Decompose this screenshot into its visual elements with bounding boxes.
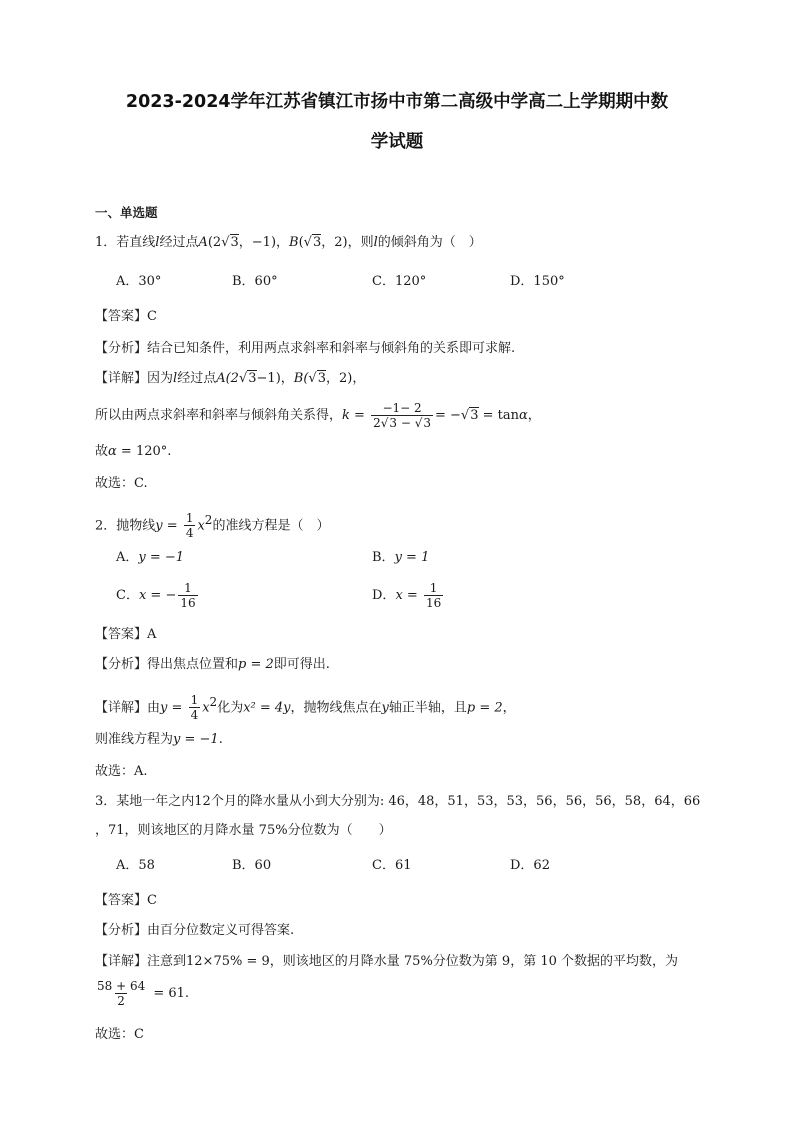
q2-option-b: B．y = 1 (372, 550, 430, 565)
q3-detail-2: $\frac{58 + 64}{2}$ = 61. (97, 979, 190, 1008)
q1-detail-2: 所以由两点求斜率和斜率与倾斜角关系得，k = $\frac{-1- 2}{2√3 - √3}$ = −√3 = tanα， (95, 401, 541, 430)
q2-stem: 2．抛物线y = $\frac{1}{4}$ $x^2$的准线方程是（ ） (95, 511, 330, 541)
q3-analysis: 【分析】由百分位数定义可得答案. (95, 923, 295, 938)
q3-stem-line1: 3．某地一年之内12个月的降水量从小到大分别为: 46，48，51，53，53，56，56，56，58，64，66 (95, 794, 701, 809)
sqrt-expression: 3 (389, 416, 398, 430)
q2-analysis: 【分析】得出焦点位置和p = 2即可得出. (95, 657, 330, 672)
q3-option-c: C．61 (372, 858, 412, 873)
q2-option-a: A．y = −1 (116, 550, 185, 565)
q3-detail-1: 【详解】注意到12×75% = 9，则该地区的月降水量 75%分位数为第 9，第 10 个数据的平均数，为 (95, 954, 679, 969)
q1-detail-1: 【详解】因为l经过点A(2√3−1)，B(√3，2)， (95, 371, 366, 386)
q3-option-d: D．62 (510, 858, 550, 873)
q1-option-b: B．60° (232, 274, 278, 289)
q3-stem-line2: ，71，则该地区的月降水量 75%分位数为（ ） (95, 823, 392, 838)
q2-conclusion: 故选：A. (95, 764, 148, 779)
document-title-line1: 2023-2024学年江苏省镇江市扬中市第二高级中学高二上学期期中数 (125, 92, 669, 112)
q1-option-c: C．120° (372, 274, 427, 289)
sqrt-expression: 3 (312, 235, 322, 250)
q2-option-c: C．x = − $\frac{1}{16}$ (116, 581, 196, 610)
q2-detail-2: 则准线方程为y = −1. (95, 732, 223, 747)
q2-answer: 【答案】A (95, 627, 157, 642)
q1-detail-3: 故α = 120°. (95, 444, 172, 459)
sqrt-expression: 3 (470, 408, 479, 423)
sqrt-expression: 3 (230, 235, 239, 250)
q1-slope-fraction: $\frac{-1- 2}{2√3 - √3}$ (373, 401, 431, 430)
sqrt-expression: 3 (248, 371, 257, 386)
q3-answer: 【答案】C (95, 893, 157, 908)
document-title-line2: 学试题 (370, 132, 424, 152)
sqrt-expression: 3 (423, 416, 431, 430)
q1-conclusion: 故选：C. (95, 476, 148, 491)
q1-analysis: 【分析】结合已知条件，利用两点求斜率和斜率与倾斜角的关系即可求解. (95, 341, 516, 356)
q3-option-b: B．60 (232, 858, 272, 873)
q1-answer: 【答案】C (95, 309, 157, 324)
q2-detail-1: 【详解】由y = $\frac{1}{4}$ $x^2$化为x² = 4y，抛物线焦点在y轴正半轴，且p = 2， (95, 693, 516, 723)
q2-option-d: D．x = $\frac{1}{16}$ (372, 581, 442, 610)
q1-stem: 1．若直线l经过点A(2√3，−1)，B(√3，2)，则l的倾斜角为（ ） (95, 235, 482, 250)
q1-option-d: D．150° (510, 274, 565, 289)
q3-option-a: A．58 (116, 858, 155, 873)
section-heading: 一、单选题 (95, 205, 158, 220)
q3-conclusion: 故选：C (95, 1027, 144, 1042)
q1-option-a: A．30° (116, 274, 162, 289)
sqrt-expression: 3 (317, 371, 326, 386)
